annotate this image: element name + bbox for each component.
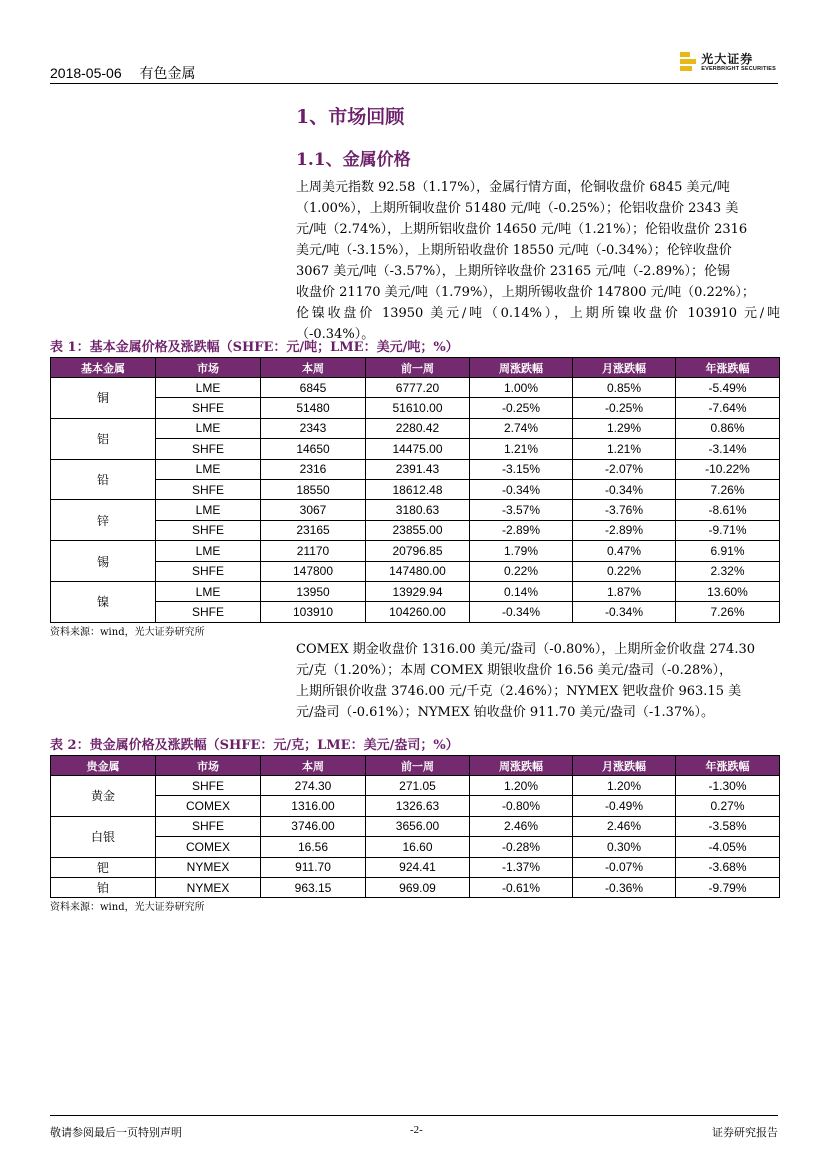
value-cell: 51610.00 bbox=[366, 398, 470, 418]
column-header: 月涨跌幅 bbox=[573, 756, 676, 776]
logo-mark-icon bbox=[680, 52, 696, 74]
value-cell: -10.22% bbox=[676, 459, 780, 479]
table-row bbox=[51, 479, 780, 499]
value-cell: -0.34% bbox=[573, 602, 676, 622]
value-cell: 2.74% bbox=[470, 418, 573, 438]
value-cell: 7.26% bbox=[676, 479, 780, 499]
subsection-heading: 1.1、金属价格 bbox=[296, 150, 411, 170]
value-cell: 2.46% bbox=[470, 816, 573, 836]
value-cell: -3.15% bbox=[470, 459, 573, 479]
paragraph-line: COMEX 期金收盘价 1316.00 美元/盎司（-0.80%），上期所金价收盘 274.30 bbox=[296, 642, 756, 657]
table1-caption: 表 1：基本金属价格及涨跌幅（SHFE：元/吨；LME：美元/吨；%） bbox=[50, 340, 459, 355]
value-cell: 1316.00 bbox=[261, 796, 366, 816]
value-cell: -1.37% bbox=[470, 857, 573, 877]
value-cell: 18550 bbox=[261, 479, 366, 499]
table-row bbox=[51, 796, 780, 816]
value-cell: -0.07% bbox=[573, 857, 676, 877]
column-header: 前一周 bbox=[366, 358, 470, 378]
logo-cn-text: 光大证券 bbox=[701, 52, 754, 67]
market-cell: LME bbox=[156, 418, 261, 438]
paragraph-line: 伦镍收盘价 13950 美元/吨（0.14%），上期所镍收盘价 103910 元/吨（-0.34%）。 bbox=[296, 306, 780, 342]
value-cell: 18612.48 bbox=[366, 479, 470, 499]
value-cell: 0.47% bbox=[573, 541, 676, 561]
value-cell: 51480 bbox=[261, 398, 366, 418]
value-cell: 13929.94 bbox=[366, 581, 470, 601]
paragraph-line: （1.00%），上期所铜收盘价 51480 元/吨（-0.25%）；伦铝收盘价 2343 美 bbox=[296, 201, 739, 216]
value-cell: -0.25% bbox=[573, 398, 676, 418]
column-header: 月涨跌幅 bbox=[573, 358, 676, 378]
metal-name-cell: 锡 bbox=[51, 541, 156, 582]
value-cell: 924.41 bbox=[366, 857, 470, 877]
value-cell: 0.85% bbox=[573, 378, 676, 398]
value-cell: 0.86% bbox=[676, 418, 780, 438]
page-header bbox=[50, 52, 778, 84]
column-header: 年涨跌幅 bbox=[676, 358, 780, 378]
table2-source: 资料来源：wind，光大证券研究所 bbox=[50, 902, 205, 913]
market-cell: LME bbox=[156, 581, 261, 601]
report-sector: 有色金属 bbox=[139, 65, 196, 81]
value-cell: 16.56 bbox=[261, 837, 366, 857]
precious-metals-paragraph bbox=[296, 639, 780, 723]
value-cell: 911.70 bbox=[261, 857, 366, 877]
value-cell: 1.21% bbox=[470, 439, 573, 459]
column-header: 基本金属 bbox=[51, 358, 156, 378]
table-row bbox=[51, 877, 780, 897]
value-cell: 271.05 bbox=[366, 776, 470, 796]
value-cell: 1.21% bbox=[573, 439, 676, 459]
value-cell: -9.71% bbox=[676, 520, 780, 540]
value-cell: 0.27% bbox=[676, 796, 780, 816]
page-number: -2- bbox=[410, 1124, 423, 1136]
table-header-row bbox=[51, 756, 780, 776]
value-cell: -3.58% bbox=[676, 816, 780, 836]
market-cell: SHFE bbox=[156, 520, 261, 540]
value-cell: 3067 bbox=[261, 500, 366, 520]
value-cell: 1326.63 bbox=[366, 796, 470, 816]
table-row bbox=[51, 837, 780, 857]
value-cell: -2.07% bbox=[573, 459, 676, 479]
table-row bbox=[51, 378, 780, 398]
metal-name-cell: 铜 bbox=[51, 378, 156, 419]
value-cell: 2.46% bbox=[573, 816, 676, 836]
table-row bbox=[51, 816, 780, 836]
column-header: 年涨跌幅 bbox=[676, 756, 780, 776]
metal-name-cell: 镍 bbox=[51, 581, 156, 622]
value-cell: 2343 bbox=[261, 418, 366, 438]
market-cell: COMEX bbox=[156, 796, 261, 816]
value-cell: 1.29% bbox=[573, 418, 676, 438]
report-type: 证券研究报告 bbox=[712, 1126, 778, 1139]
value-cell: 3746.00 bbox=[261, 816, 366, 836]
base-metals-table bbox=[50, 357, 780, 623]
table-row bbox=[51, 439, 780, 459]
value-cell: 6845 bbox=[261, 378, 366, 398]
metal-name-cell: 锌 bbox=[51, 500, 156, 541]
column-header: 市场 bbox=[156, 756, 261, 776]
value-cell: -5.49% bbox=[676, 378, 780, 398]
market-cell: SHFE bbox=[156, 398, 261, 418]
value-cell: -4.05% bbox=[676, 837, 780, 857]
table-row bbox=[51, 418, 780, 438]
paragraph-line: 元/盎司（-0.61%）；NYMEX 铂收盘价 911.70 美元/盎司（-1.37%）。 bbox=[296, 705, 715, 720]
value-cell: -0.80% bbox=[470, 796, 573, 816]
value-cell: 23165 bbox=[261, 520, 366, 540]
value-cell: 0.14% bbox=[470, 581, 573, 601]
table-row bbox=[51, 520, 780, 540]
value-cell: 147480.00 bbox=[366, 561, 470, 581]
value-cell: 20796.85 bbox=[366, 541, 470, 561]
metal-name-cell: 铂 bbox=[51, 877, 156, 897]
metal-name-cell: 铝 bbox=[51, 418, 156, 459]
value-cell: -0.34% bbox=[470, 602, 573, 622]
value-cell: -2.89% bbox=[470, 520, 573, 540]
column-header: 市场 bbox=[156, 358, 261, 378]
table1-source: 资料来源：wind，光大证券研究所 bbox=[50, 627, 205, 638]
value-cell: -3.57% bbox=[470, 500, 573, 520]
value-cell: 103910 bbox=[261, 602, 366, 622]
value-cell: 963.15 bbox=[261, 877, 366, 897]
paragraph-line: 上期所银价收盘 3746.00 元/千克（2.46%）；NYMEX 钯收盘价 963.15 美 bbox=[296, 684, 742, 699]
table2-caption: 表 2：贵金属价格及涨跌幅（SHFE：元/克；LME：美元/盎司；%） bbox=[50, 738, 459, 753]
market-cell: LME bbox=[156, 541, 261, 561]
page-footer bbox=[50, 1115, 778, 1139]
market-cell: SHFE bbox=[156, 479, 261, 499]
value-cell: 2391.43 bbox=[366, 459, 470, 479]
column-header: 周涨跌幅 bbox=[470, 358, 573, 378]
column-header: 贵金属 bbox=[51, 756, 156, 776]
value-cell: -3.14% bbox=[676, 439, 780, 459]
table-row bbox=[51, 459, 780, 479]
company-logo bbox=[680, 52, 776, 74]
precious-metals-table bbox=[50, 755, 780, 898]
value-cell: 23855.00 bbox=[366, 520, 470, 540]
column-header: 前一周 bbox=[366, 756, 470, 776]
value-cell: -0.49% bbox=[573, 796, 676, 816]
value-cell: 1.79% bbox=[470, 541, 573, 561]
paragraph-line: 元/吨（2.74%），上期所铝收盘价 14650 元/吨（1.21%）；伦铅收盘价 2316 bbox=[296, 222, 748, 237]
column-header: 周涨跌幅 bbox=[470, 756, 573, 776]
value-cell: 13950 bbox=[261, 581, 366, 601]
market-cell: SHFE bbox=[156, 602, 261, 622]
value-cell: -0.61% bbox=[470, 877, 573, 897]
value-cell: 7.26% bbox=[676, 602, 780, 622]
value-cell: 2316 bbox=[261, 459, 366, 479]
value-cell: -8.61% bbox=[676, 500, 780, 520]
value-cell: 274.30 bbox=[261, 776, 366, 796]
column-header: 本周 bbox=[261, 756, 366, 776]
paragraph-line: 元/克（1.20%）；本周 COMEX 期银收盘价 16.56 美元/盎司（-0.28%）， bbox=[296, 663, 733, 678]
market-cell: SHFE bbox=[156, 816, 261, 836]
value-cell: -9.79% bbox=[676, 877, 780, 897]
value-cell: 6777.20 bbox=[366, 378, 470, 398]
market-cell: SHFE bbox=[156, 439, 261, 459]
value-cell: 6.91% bbox=[676, 541, 780, 561]
paragraph-line: 美元/吨（-3.15%），上期所铅收盘价 18550 元/吨（-0.34%）；伦锌收盘价 bbox=[296, 243, 732, 258]
table-row bbox=[51, 581, 780, 601]
paragraph-line: 收盘价 21170 美元/吨（1.79%），上期所锡收盘价 147800 元/吨（0.22%）； bbox=[296, 285, 755, 300]
value-cell: 1.20% bbox=[470, 776, 573, 796]
market-cell: LME bbox=[156, 500, 261, 520]
value-cell: -1.30% bbox=[676, 776, 780, 796]
value-cell: 104260.00 bbox=[366, 602, 470, 622]
metal-name-cell: 铅 bbox=[51, 459, 156, 500]
value-cell: -3.76% bbox=[573, 500, 676, 520]
value-cell: -3.68% bbox=[676, 857, 780, 877]
value-cell: 1.87% bbox=[573, 581, 676, 601]
table-row bbox=[51, 776, 780, 796]
metal-name-cell: 钯 bbox=[51, 857, 156, 877]
value-cell: -0.28% bbox=[470, 837, 573, 857]
value-cell: 13.60% bbox=[676, 581, 780, 601]
table-row bbox=[51, 602, 780, 622]
market-cell: COMEX bbox=[156, 837, 261, 857]
market-cell: SHFE bbox=[156, 776, 261, 796]
value-cell: 16.60 bbox=[366, 837, 470, 857]
table-row bbox=[51, 857, 780, 877]
value-cell: 0.22% bbox=[470, 561, 573, 581]
market-cell: NYMEX bbox=[156, 877, 261, 897]
value-cell: 2280.42 bbox=[366, 418, 470, 438]
paragraph-line: 上周美元指数 92.58（1.17%），金属行情方面，伦铜收盘价 6845 美元/吨 bbox=[296, 180, 730, 195]
value-cell: -2.89% bbox=[573, 520, 676, 540]
table-row bbox=[51, 398, 780, 418]
market-cell: LME bbox=[156, 378, 261, 398]
logo-en-text: EVERBRIGHT SECURITIES bbox=[701, 66, 776, 73]
table-row bbox=[51, 500, 780, 520]
column-header: 本周 bbox=[261, 358, 366, 378]
value-cell: 3656.00 bbox=[366, 816, 470, 836]
report-date: 2018-05-06 bbox=[50, 65, 122, 81]
value-cell: 0.22% bbox=[573, 561, 676, 581]
disclaimer-note: 敬请参阅最后一页特别声明 bbox=[50, 1126, 182, 1139]
value-cell: -0.34% bbox=[470, 479, 573, 499]
value-cell: 3180.63 bbox=[366, 500, 470, 520]
market-cell: NYMEX bbox=[156, 857, 261, 877]
value-cell: -0.34% bbox=[573, 479, 676, 499]
value-cell: -7.64% bbox=[676, 398, 780, 418]
value-cell: 2.32% bbox=[676, 561, 780, 581]
paragraph-line: 3067 美元/吨（-3.57%），上期所锌收盘价 23165 元/吨（-2.89%）；伦锡 bbox=[296, 264, 730, 279]
value-cell: 0.30% bbox=[573, 837, 676, 857]
value-cell: 21170 bbox=[261, 541, 366, 561]
market-cell: LME bbox=[156, 459, 261, 479]
table-row bbox=[51, 541, 780, 561]
value-cell: 1.20% bbox=[573, 776, 676, 796]
value-cell: 969.09 bbox=[366, 877, 470, 897]
value-cell: -0.25% bbox=[470, 398, 573, 418]
section-heading: 1、市场回顾 bbox=[296, 106, 405, 128]
table-row bbox=[51, 561, 780, 581]
value-cell: -0.36% bbox=[573, 877, 676, 897]
value-cell: 14475.00 bbox=[366, 439, 470, 459]
value-cell: 14650 bbox=[261, 439, 366, 459]
metal-name-cell: 黄金 bbox=[51, 776, 156, 817]
metal-name-cell: 白银 bbox=[51, 816, 156, 857]
value-cell: 147800 bbox=[261, 561, 366, 581]
base-metals-paragraph bbox=[296, 177, 780, 345]
value-cell: 1.00% bbox=[470, 378, 573, 398]
table-header-row bbox=[51, 358, 780, 378]
market-cell: SHFE bbox=[156, 561, 261, 581]
header-info bbox=[50, 63, 210, 83]
